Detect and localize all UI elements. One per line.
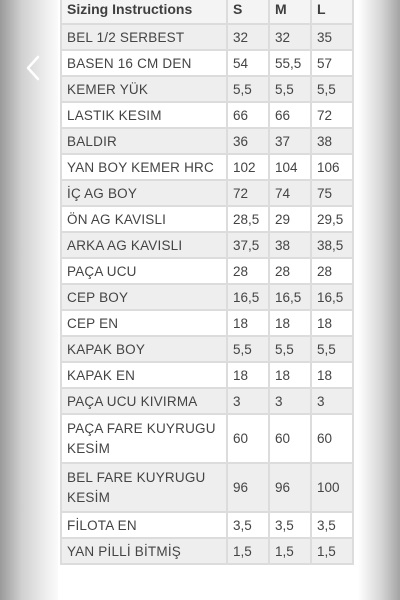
measurement-label: YAN BOY KEMER HRC [61,154,227,180]
table-row [61,284,353,310]
table-row [61,512,353,538]
table-body [61,24,353,564]
measurement-label: BALDIR [61,128,227,154]
size-chart-table [60,0,354,565]
size-value: 29,5 [311,206,353,232]
size-value: 28,5 [227,206,269,232]
size-value: 18 [269,362,311,388]
measurement-label: PAÇA UCU KIVIRMA [61,388,227,414]
size-value: 66 [227,102,269,128]
measurement-label: BEL 1/2 SERBEST [61,24,227,50]
size-value: 72 [227,180,269,206]
size-value: 66 [269,102,311,128]
size-value: 60 [269,414,311,463]
table-row [61,154,353,180]
size-value: 5,5 [269,76,311,102]
measurement-label: BASEN 16 CM DEN [61,50,227,76]
size-value: 54 [227,50,269,76]
size-value: 28 [311,258,353,284]
header-row [61,0,353,24]
size-value: 16,5 [269,284,311,310]
size-value: 32 [269,24,311,50]
size-value: 5,5 [311,336,353,362]
size-value: 102 [227,154,269,180]
size-value: 96 [269,463,311,512]
size-value: 5,5 [311,76,353,102]
size-value: 60 [311,414,353,463]
measurement-label: KAPAK BOY [61,336,227,362]
table-row [61,206,353,232]
measurement-label: LASTIK KESIM [61,102,227,128]
size-value: 38 [269,232,311,258]
table-row [61,180,353,206]
measurement-label: ÖN AG KAVISLI [61,206,227,232]
measurement-label: KEMER YÜK [61,76,227,102]
size-value: 32 [227,24,269,50]
table-row [61,388,353,414]
size-value: 60 [227,414,269,463]
size-value: 36 [227,128,269,154]
size-value: 3,5 [311,512,353,538]
size-value: 28 [227,258,269,284]
size-value: 5,5 [227,336,269,362]
measurement-label: PAÇA FARE KUYRUGU KESİM [61,414,227,463]
size-value: 38,5 [311,232,353,258]
table-row [61,362,353,388]
size-value: 3,5 [227,512,269,538]
measurement-label: KAPAK EN [61,362,227,388]
right-shade [358,0,400,600]
left-shade [0,0,62,600]
size-value: 28 [269,258,311,284]
size-value: 3 [311,388,353,414]
measurement-label: YAN PİLLİ BİTMİŞ [61,538,227,564]
size-value: 72 [311,102,353,128]
size-value: 1,5 [269,538,311,564]
size-value: 74 [269,180,311,206]
size-value: 75 [311,180,353,206]
header-cell: L [311,0,353,24]
size-value: 5,5 [269,336,311,362]
size-value: 96 [227,463,269,512]
size-value: 3,5 [269,512,311,538]
size-value: 38 [311,128,353,154]
table-row [61,128,353,154]
size-value: 100 [311,463,353,512]
size-value: 5,5 [227,76,269,102]
measurement-label: İÇ AG BOY [61,180,227,206]
table-row [61,414,353,463]
size-value: 18 [311,362,353,388]
header-cell: M [269,0,311,24]
size-value: 104 [269,154,311,180]
table-row [61,76,353,102]
table-row [61,232,353,258]
header-cell: Sizing Instructions [61,0,227,24]
size-value: 35 [311,24,353,50]
size-value: 3 [227,388,269,414]
size-value: 1,5 [311,538,353,564]
size-value: 37,5 [227,232,269,258]
size-value: 16,5 [227,284,269,310]
measurement-label: PAÇA UCU [61,258,227,284]
measurement-label: ARKA AG KAVISLI [61,232,227,258]
size-value: 18 [227,362,269,388]
size-value: 106 [311,154,353,180]
table-row [61,24,353,50]
measurement-label: BEL FARE KUYRUGU KESİM [61,463,227,512]
measurement-label: CEP EN [61,310,227,336]
table-row [61,538,353,564]
table-row [61,310,353,336]
size-value: 18 [227,310,269,336]
table-row [61,336,353,362]
chevron-left-icon[interactable] [24,54,42,82]
size-value: 3 [269,388,311,414]
table-row [61,102,353,128]
size-value: 55,5 [269,50,311,76]
size-value: 16,5 [311,284,353,310]
table-row [61,463,353,512]
size-value: 29 [269,206,311,232]
table-row [61,258,353,284]
measurement-label: CEP BOY [61,284,227,310]
measurement-label: FİLOTA EN [61,512,227,538]
size-value: 1,5 [227,538,269,564]
size-value: 18 [269,310,311,336]
header-cell: S [227,0,269,24]
size-value: 57 [311,50,353,76]
table-row [61,50,353,76]
size-value: 18 [311,310,353,336]
size-value: 37 [269,128,311,154]
